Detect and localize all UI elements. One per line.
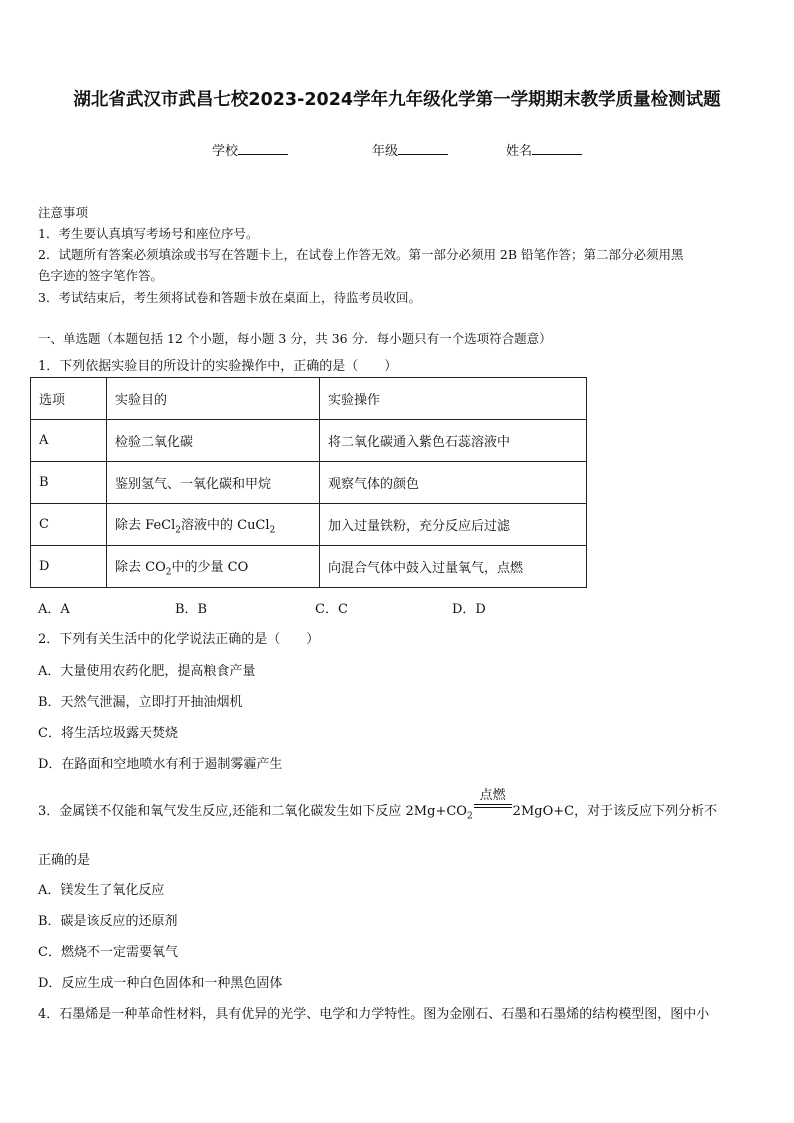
question-2-stem: 2．下列有关生活中的化学说法正确的是（ ）	[38, 632, 320, 647]
table-cell-option: D	[31, 546, 107, 588]
experiment-table	[30, 377, 587, 588]
subscript: 2	[165, 567, 172, 578]
table-header-cell: 实验目的	[107, 378, 320, 420]
school-field[interactable]	[212, 140, 288, 159]
choice-b[interactable]: B．碳是该反应的还原剂	[38, 914, 178, 929]
choice-d[interactable]: D．D	[452, 602, 486, 617]
table-header-cell: 选项	[31, 378, 107, 420]
table-cell-option: A	[31, 420, 107, 462]
table-cell-operation: 向混合气体中鼓入过量氧气，点燃	[320, 546, 587, 588]
note-item: 3．考试结束后，考生须将试卷和答题卡放在桌面上，待监考员收回。	[38, 290, 421, 305]
school-blank[interactable]	[238, 142, 288, 155]
note-item: 色字迹的签字笔作答。	[38, 268, 164, 283]
subscript: 2	[269, 525, 276, 536]
choice-a[interactable]: A．A	[38, 602, 70, 617]
table-header-row	[31, 378, 587, 420]
choice-c[interactable]: C．C	[315, 602, 348, 617]
table-cell-operation: 观察气体的颜色	[320, 462, 587, 504]
choice-c[interactable]: C．燃烧不一定需要氧气	[38, 945, 178, 960]
choice-d[interactable]: D．在路面和空地喷水有利于遏制雾霾产生	[38, 757, 283, 772]
goal-text: 除去 FeCl	[115, 517, 176, 533]
notes-heading: 注意事项	[38, 205, 89, 220]
name-field[interactable]	[506, 140, 582, 159]
grade-label: 年级	[372, 144, 399, 159]
table-cell-goal: 检验二氧化碳	[107, 420, 320, 462]
question-1-stem: 1．下列依据实验目的所设计的实验操作中，正确的是（ ）	[38, 359, 398, 374]
page-title: 湖北省武汉市武昌七校2023-2024学年九年级化学第一学期期末教学质量检测试题	[73, 90, 721, 110]
stem-text: 2MgO+C，对于该反应下列分析不	[512, 804, 718, 819]
table-cell-operation: 加入过量铁粉，充分反应后过滤	[320, 504, 587, 546]
table-cell-goal	[107, 546, 320, 588]
stem-text: 3．金属镁不仅能和氧气发生反应,还能和二氧化碳发生如下反应 2Mg+CO	[38, 804, 467, 819]
table-row	[31, 462, 587, 504]
name-blank[interactable]	[532, 142, 582, 155]
section-heading: 一、单选题（本题包括 12 个小题，每小题 3 分，共 36 分．每小题只有一个选项符合题意）	[38, 331, 552, 346]
choice-a[interactable]: A．镁发生了氧化反应	[38, 883, 165, 898]
question-3-stem	[38, 788, 718, 822]
question-4-stem: 4．石墨烯是一种革命性材料，具有优异的光学、电学和力学特性。图为金刚石、石墨和石墨烯的结构模型图，图中小	[38, 1007, 710, 1022]
reaction-condition: 点燃	[479, 788, 506, 803]
reaction-arrow	[474, 788, 512, 815]
grade-field[interactable]	[372, 140, 448, 159]
table-cell-goal: 鉴别氢气、一氧化碳和甲烷	[107, 462, 320, 504]
grade-blank[interactable]	[398, 142, 448, 155]
goal-text: 中的少量 CO	[171, 559, 249, 575]
choice-d[interactable]: D．反应生成一种白色固体和一种黑色固体	[38, 976, 283, 991]
subscript: 2	[175, 525, 181, 536]
choice-b[interactable]: B．天然气泄漏，立即打开抽油烟机	[38, 695, 243, 710]
school-label: 学校	[212, 144, 239, 159]
table-cell-goal	[107, 504, 320, 546]
choice-a[interactable]: A．大量使用农药化肥，提高粮食产量	[38, 664, 256, 679]
table-row	[31, 504, 587, 546]
note-item: 2．试题所有答案必须填涂或书写在答题卡上，在试卷上作答无效。第一部分必须用 2B 铅笔作答；第二部分必须用黑	[38, 247, 684, 262]
table-cell-option: B	[31, 462, 107, 504]
subscript: 2	[466, 811, 473, 822]
goal-text: 溶液中的 CuCl	[180, 517, 270, 533]
table-cell-operation: 将二氧化碳通入紫色石蕊溶液中	[320, 420, 587, 462]
question-3-stem-cont: 正确的是	[38, 853, 91, 868]
choice-c[interactable]: C．将生活垃圾露天焚烧	[38, 726, 178, 741]
table-cell-option: C	[31, 504, 107, 546]
table-row	[31, 546, 587, 588]
name-label: 姓名	[506, 144, 533, 159]
note-item: 1．考生要认真填写考场号和座位序号。	[38, 226, 259, 241]
table-row	[31, 420, 587, 462]
choice-b[interactable]: B．B	[175, 602, 208, 617]
goal-text: 除去 CO	[115, 559, 166, 575]
table-header-cell: 实验操作	[320, 378, 587, 420]
